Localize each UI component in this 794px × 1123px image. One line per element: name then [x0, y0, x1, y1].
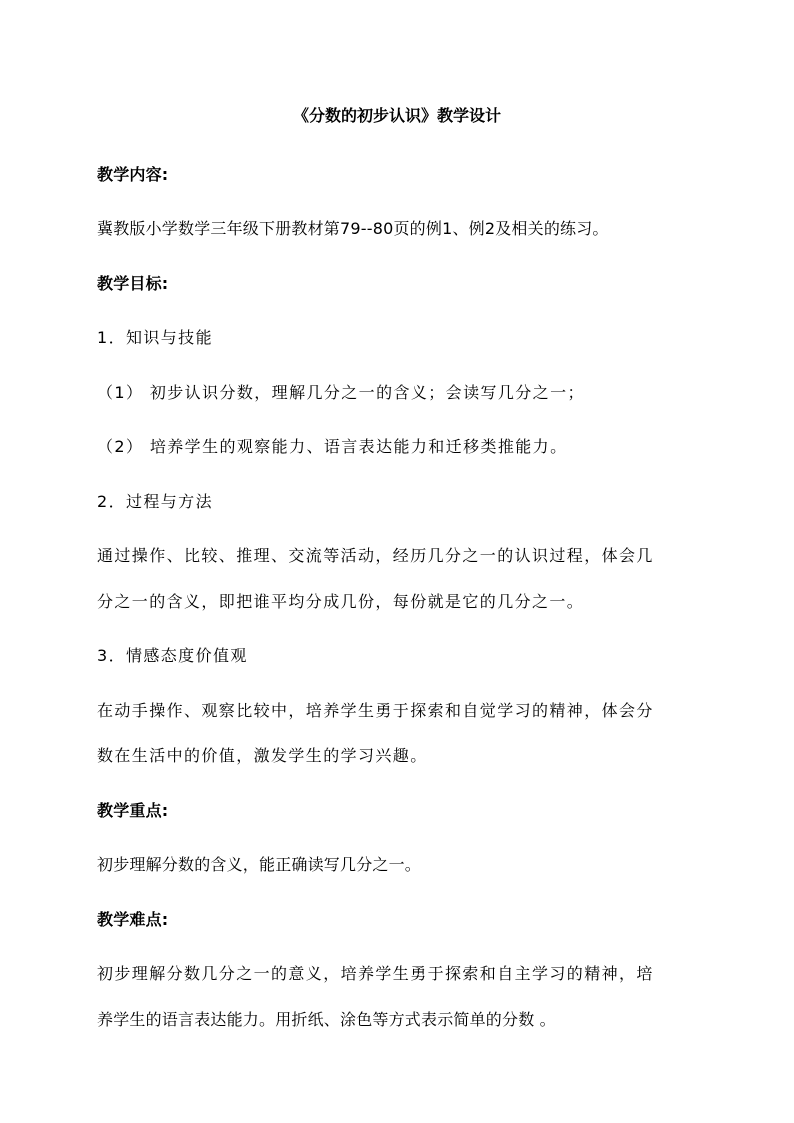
goal3-text-line2: 数在生活中的价值，激发学生的学习兴趣。 — [97, 746, 428, 765]
goal1-item1: （1） 初步认识分数，理解几分之一的含义；会读写几分之一； — [97, 383, 585, 402]
goal3-heading: 3．情感态度价值观 — [97, 646, 248, 665]
difficulty-heading: 教学难点: — [97, 910, 169, 929]
goal1-heading: 1．知识与技能 — [97, 328, 213, 347]
goal2-text-line2: 分之一的含义，即把谁平均分成几份，每份就是它的几分之一。 — [97, 592, 585, 611]
content-heading: 教学内容: — [97, 165, 169, 184]
goal2-heading: 2．过程与方法 — [97, 492, 213, 511]
key-text: 初步理解分数的含义，能正确读写几分之一。 — [97, 855, 422, 874]
goals-heading: 教学目标: — [97, 274, 169, 293]
content-text: 冀教版小学数学三年级下册教材第79--80页的例1、例2及相关的练习。 — [97, 219, 609, 238]
difficulty-text-line2: 养学生的语言表达能力。用折纸、涂色等方式表示简单的分数 。 — [97, 1010, 556, 1029]
difficulty-text-line1: 初步理解分数几分之一的意义，培养学生勇于探索和自主学习的精神，培 — [97, 964, 654, 983]
document-title: 《分数的初步认识》教学设计 — [292, 106, 501, 125]
goal2-text-line1: 通过操作、比较、推理、交流等活动，经历几分之一的认识过程，体会几 — [97, 546, 654, 565]
goal3-text-line1: 在动手操作、观察比较中，培养学生勇于探索和自觉学习的精神，体会分 — [97, 701, 654, 720]
goal1-item2: （2） 培养学生的观察能力、语言表达能力和迁移类推能力。 — [97, 437, 568, 456]
key-heading: 教学重点: — [97, 801, 169, 820]
